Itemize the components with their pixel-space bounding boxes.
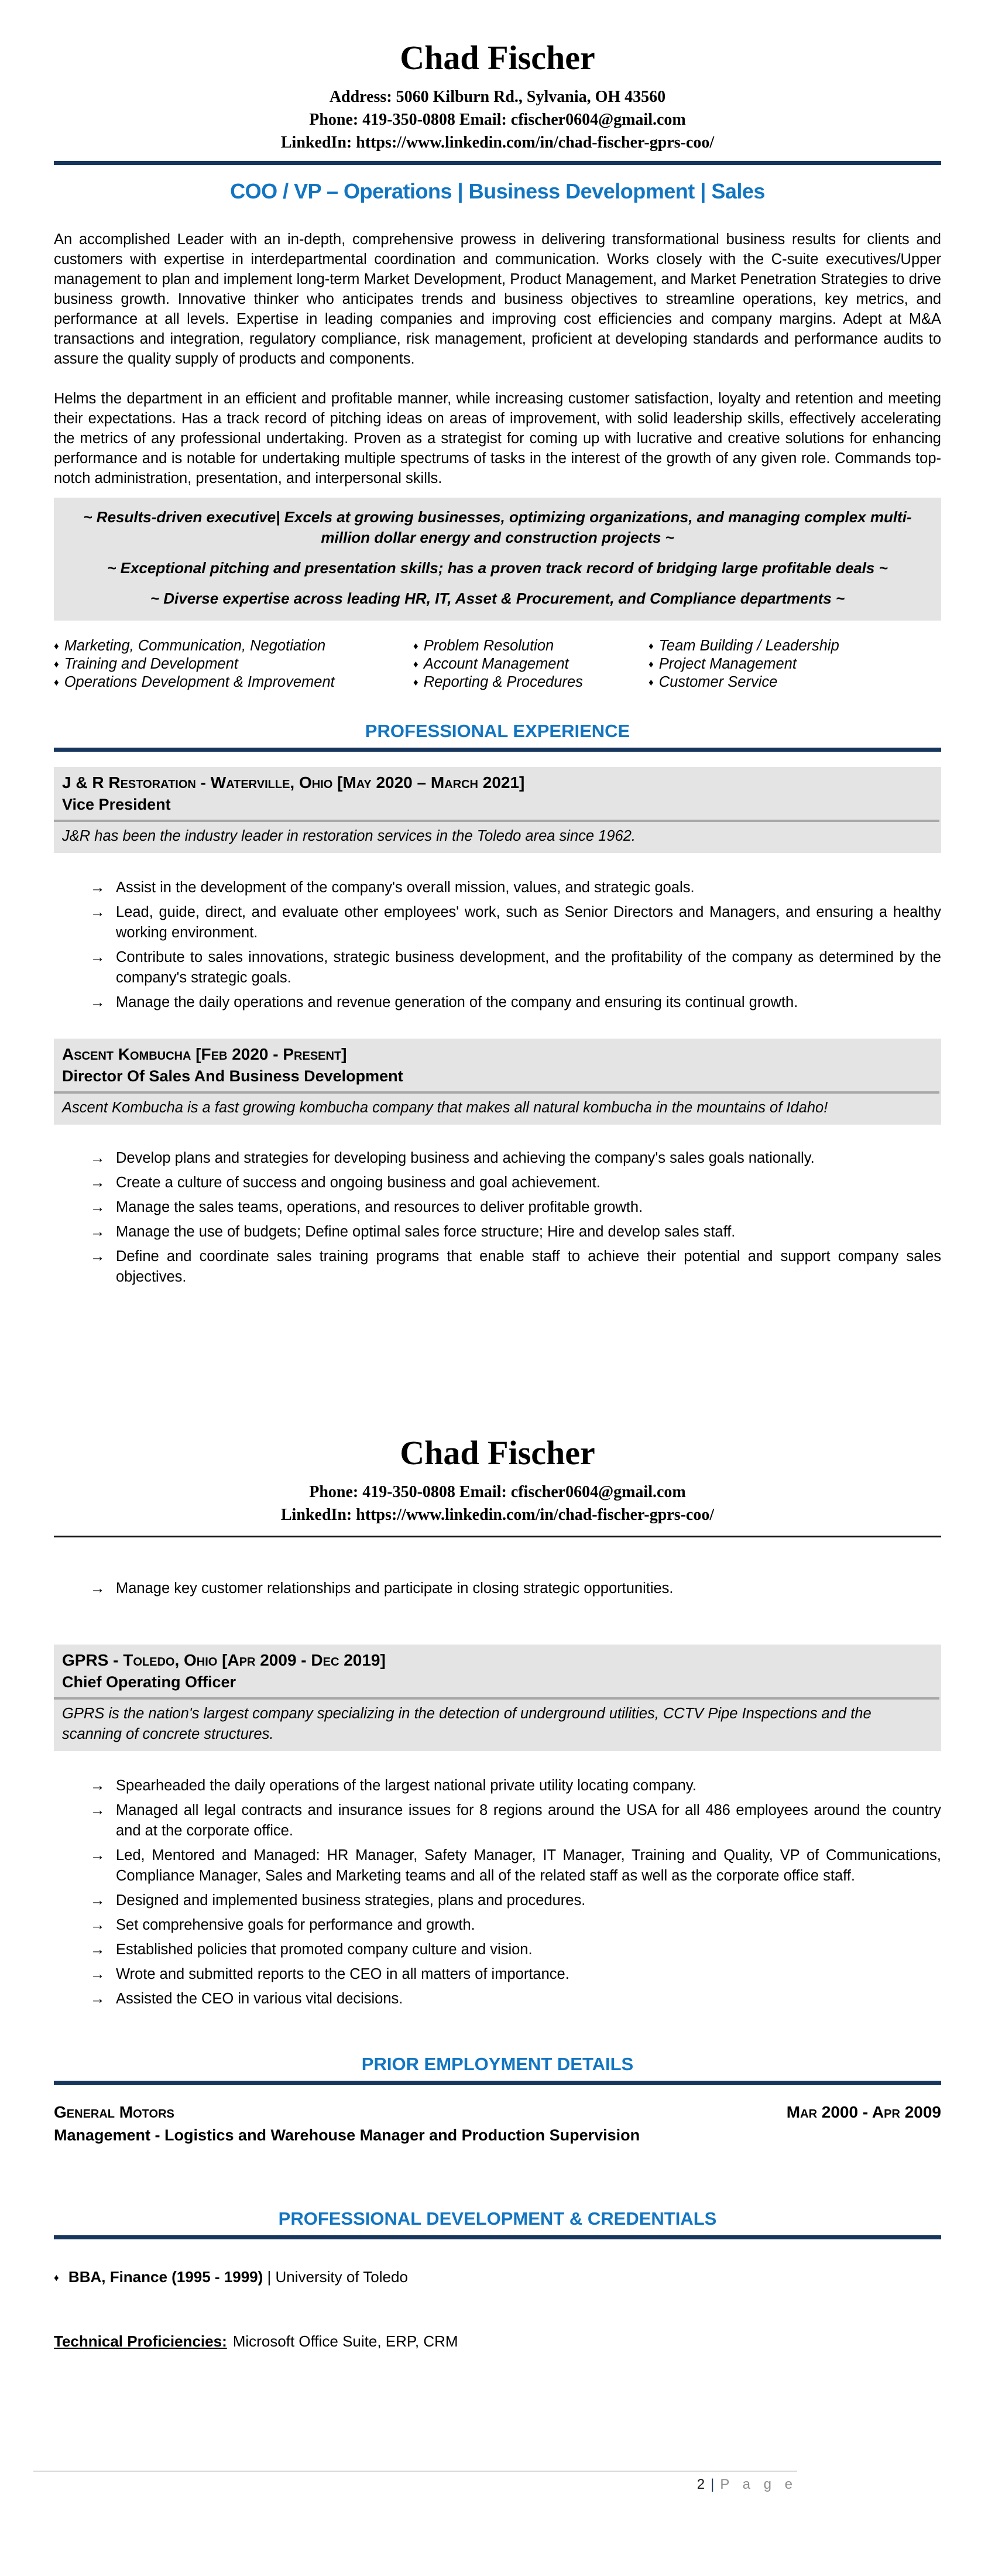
skills-column-1 [54, 637, 413, 691]
bullet-item: → Wrote and submitted reports to the CEO in all matters of importance. [90, 1964, 941, 1985]
technical-proficiencies-value: Microsoft Office Suite, ERP, CRM [232, 2332, 458, 2350]
job-description: J&R has been the industry leader in restoration services in the Toledo area since 1962. [62, 828, 636, 844]
bullet-item: → Manage the use of budgets; Define optimal sales force structure; Hire and develop sales staff. [90, 1222, 941, 1242]
job-company-line: J & R Restoration - Waterville, Ohio [May 2020 – March 2021] [62, 773, 525, 792]
arrow-bullet-icon: → [90, 1248, 105, 1265]
job-header [54, 1645, 941, 1697]
diamond-bullet-icon: ♦ [649, 677, 654, 688]
skills-columns [54, 637, 941, 691]
section-heading-professional-development: PROFESSIONAL DEVELOPMENT & CREDENTIALS [278, 2208, 717, 2229]
job-header [54, 1039, 941, 1091]
phone-email-line: Phone: 419-350-0808 Email: cfischer0604@gmail.com [309, 111, 686, 129]
arrow-bullet-icon: → [90, 1917, 105, 1933]
diamond-bullet-icon: ♦ [54, 2272, 59, 2283]
diamond-bullet-icon: ♦ [413, 640, 418, 652]
summary-paragraph-2: Helms the department in an efficient and profitable manner, while increasing customer satisfaction, loyalty and retention and meeting their expectations. Has a track record of pitching ideas on areas of improvement, with solid leadership skills, effectively accelerating the metrics of any professional undertaking. Proven as a strategist for coming up with lucrative and creative solutions for enhancing performance and is notable for undertaking multiple spectrums of tasks in the interest of the growth of any given role. Commands top-notch administration, presentation, and interpersonal skills. [54, 390, 941, 487]
skill-item: ♦ Operations Development & Improvement [54, 674, 335, 690]
bullet-item: → Established policies that promoted company culture and vision. [90, 1940, 941, 1960]
highlight-statement: ~ Diverse expertise across leading HR, IT, Asset & Procurement, and Compliance departments ~ [150, 590, 845, 607]
prior-role: Management - Logistics and Warehouse Manager and Production Supervision [54, 2126, 640, 2144]
arrow-bullet-icon: → [90, 1966, 105, 1982]
linkedin-line: LinkedIn: https://www.linkedin.com/in/chad-fischer-gprs-coo/ [280, 133, 715, 152]
technical-proficiencies-line [54, 2332, 941, 2351]
degree-name: BBA, Finance (1995 - 1999) [68, 2268, 263, 2286]
arrow-bullet-icon: → [90, 1224, 105, 1240]
phone-email-line: Phone: 419-350-0808 Email: cfischer0604@gmail.com [309, 1483, 686, 1501]
page2-name: Chad Fischer [400, 1434, 595, 1472]
skill-item: ♦ Customer Service [649, 674, 778, 690]
footer-page-label: P a g e [720, 2476, 797, 2492]
degree-school: | University of Toledo [267, 2268, 408, 2286]
job-box-ascent-kombucha [54, 1039, 941, 1125]
arrow-bullet-icon: → [90, 1941, 105, 1958]
job-company-line: GPRS - Toledo, Ohio [Apr 2009 - Dec 2019] [62, 1651, 386, 1669]
page2-header-divider-rule [54, 1536, 941, 1537]
bullet-item: → Assist in the development of the company's overall mission, values, and strategic goals. [90, 878, 941, 898]
job-description: GPRS is the nation's largest company specializing in the detection of underground utilities, CCTV Pipe Inspections and the scanning of concrete structures. [62, 1705, 872, 1742]
job-bullet-list [54, 878, 941, 1013]
resume-title: COO / VP – Operations | Business Development | Sales [230, 179, 765, 203]
arrow-bullet-icon: → [90, 1150, 105, 1166]
bullet-item: → Define and coordinate sales training programs that enable staff to achieve their potential and support company sales objectives. [90, 1246, 941, 1287]
bullet-item: → Manage the sales teams, operations, and resources to deliver profitable growth. [90, 1197, 941, 1218]
diamond-bullet-icon: ♦ [649, 640, 654, 652]
address-line: Address: 5060 Kilburn Rd., Sylvania, OH 43560 [329, 88, 666, 106]
section-heading-professional-experience: PROFESSIONAL EXPERIENCE [365, 721, 630, 741]
job-title-line: Director Of Sales And Business Development [62, 1067, 403, 1085]
bullet-item: → Spearheaded the daily operations of the largest national private utility locating company. [90, 1776, 941, 1796]
page1-name: Chad Fischer [400, 39, 595, 77]
highlights-box [54, 498, 941, 621]
arrow-bullet-icon: → [90, 1892, 105, 1909]
bullet-item: → Manage the daily operations and revenue generation of the company and ensuring its continual growth. [90, 992, 941, 1013]
bullet-item: → Manage key customer relationships and participate in closing strategic opportunities. [90, 1578, 941, 1599]
technical-proficiencies-label: Technical Proficiencies: [54, 2332, 227, 2350]
diamond-bullet-icon: ♦ [54, 677, 59, 688]
section-divider-rule [54, 2081, 941, 2085]
skill-item: ♦ Problem Resolution [413, 638, 554, 654]
arrow-bullet-icon: → [90, 1847, 105, 1864]
skills-column-2 [413, 637, 649, 691]
job-title-line: Chief Operating Officer [62, 1673, 236, 1691]
bullet-item: → Develop plans and strategies for developing business and achieving the company's sales goals nationally. [90, 1148, 941, 1169]
highlight-statement: ~ Results-driven executive| Excels at growing businesses, optimizing organizations, and managing complex multi-million dollar energy and construction projects ~ [83, 508, 912, 546]
job-bullet-list [54, 1148, 941, 1287]
job-bullet-list [54, 1776, 941, 2009]
diamond-bullet-icon: ♦ [649, 659, 654, 670]
summary-paragraph-1: An accomplished Leader with an in-depth, comprehensive prowess in delivering transformational business results for clients and customers with expertise in interdepartmental coordination and communication. Works closely with the C-suite executives/Upper management to plan and implement long-term Market Development, Product Management, and Market Penetration Strategies to drive business growth. Innovative thinker who anticipates trends and business objectives to streamline operations, key metrics, and performance at all levels. Expertise in leading companies and improving cost efficiencies and company margins. Adept at M&A transactions and integration, regulatory compliance, risk management, proficient at developing standards and performance audits to assure the quality supply of products and components. [54, 231, 941, 367]
job-title-line: Vice President [62, 796, 171, 813]
footer-page-indicator [33, 2476, 797, 2493]
skills-column-3 [649, 637, 941, 691]
arrow-bullet-icon: → [90, 1199, 105, 1215]
section-heading-prior-employment: PRIOR EMPLOYMENT DETAILS [361, 2054, 634, 2074]
arrow-bullet-icon: → [90, 1777, 105, 1794]
continuation-bullet-list [54, 1578, 941, 1599]
page1-contact-block [54, 85, 941, 154]
skill-item: ♦ Account Management [413, 656, 569, 672]
footer-divider-rule [33, 2471, 797, 2472]
section-divider-rule [54, 748, 941, 752]
footer-divider-glyph: | [711, 2476, 715, 2492]
bullet-item: → Set comprehensive goals for performance and growth. [90, 1915, 941, 1936]
job-box-gprs [54, 1645, 941, 1751]
job-header [54, 767, 941, 820]
prior-company: General Motors [54, 2103, 174, 2121]
bullet-item: → Assisted the CEO in various vital decisions. [90, 1989, 941, 2009]
bullet-item: → Lead, guide, direct, and evaluate other employees' work, such as Senior Directors and Managers, and ensuring a healthy working environment. [90, 902, 941, 943]
skill-item: ♦ Team Building / Leadership [649, 638, 839, 654]
header-divider-rule [54, 161, 941, 165]
skill-item: ♦ Marketing, Communication, Negotiation [54, 638, 326, 654]
arrow-bullet-icon: → [90, 1174, 105, 1191]
bullet-item: → Designed and implemented business strategies, plans and procedures. [90, 1890, 941, 1911]
arrow-bullet-icon: → [90, 879, 105, 896]
highlight-statement: ~ Exceptional pitching and presentation skills; has a proven track record of bridging large profitable deals ~ [107, 559, 888, 577]
bullet-item: → Create a culture of success and ongoing business and goal achievement. [90, 1173, 941, 1193]
arrow-bullet-icon: → [90, 1580, 105, 1597]
page-footer [33, 2471, 797, 2493]
arrow-bullet-icon: → [90, 904, 105, 920]
linkedin-line: LinkedIn: https://www.linkedin.com/in/chad-fischer-gprs-coo/ [280, 1506, 715, 1524]
section-divider-rule [54, 2235, 941, 2239]
diamond-bullet-icon: ♦ [54, 640, 59, 652]
job-company-line: Ascent Kombucha [Feb 2020 - Present] [62, 1045, 347, 1063]
skill-item: ♦ Project Management [649, 656, 797, 672]
degree-line [54, 2267, 941, 2287]
bullet-item: → Contribute to sales innovations, strategic business development, and the profitability of the company as determined by the company's strategic goals. [90, 947, 941, 988]
diamond-bullet-icon: ♦ [54, 659, 59, 670]
footer-page-number: 2 [696, 2476, 705, 2492]
page2-contact-block [54, 1481, 941, 1526]
bullet-item: → Managed all legal contracts and insurance issues for 8 regions around the USA for all 486 employees around the country and at the corporate office. [90, 1800, 941, 1841]
arrow-bullet-icon: → [90, 1802, 105, 1818]
job-description: Ascent Kombucha is a fast growing kombucha company that makes all natural kombucha in the mountains of Idaho! [62, 1099, 828, 1116]
job-box-jr-restoration [54, 767, 941, 853]
prior-employment-row [54, 2102, 941, 2122]
skill-item: ♦ Training and Development [54, 656, 238, 672]
diamond-bullet-icon: ♦ [413, 677, 418, 688]
arrow-bullet-icon: → [90, 1991, 105, 2007]
prior-dates: Mar 2000 - Apr 2009 [786, 2103, 941, 2121]
arrow-bullet-icon: → [90, 994, 105, 1010]
arrow-bullet-icon: → [90, 949, 105, 965]
diamond-bullet-icon: ♦ [413, 659, 418, 670]
bullet-item: → Led, Mentored and Managed: HR Manager, Safety Manager, IT Manager, Training and Quality, VP of Communications, Compliance Manager, Sales and Marketing teams and all of the related staff as well as the corporate office staff. [90, 1845, 941, 1886]
skill-item: ♦ Reporting & Procedures [413, 674, 583, 690]
